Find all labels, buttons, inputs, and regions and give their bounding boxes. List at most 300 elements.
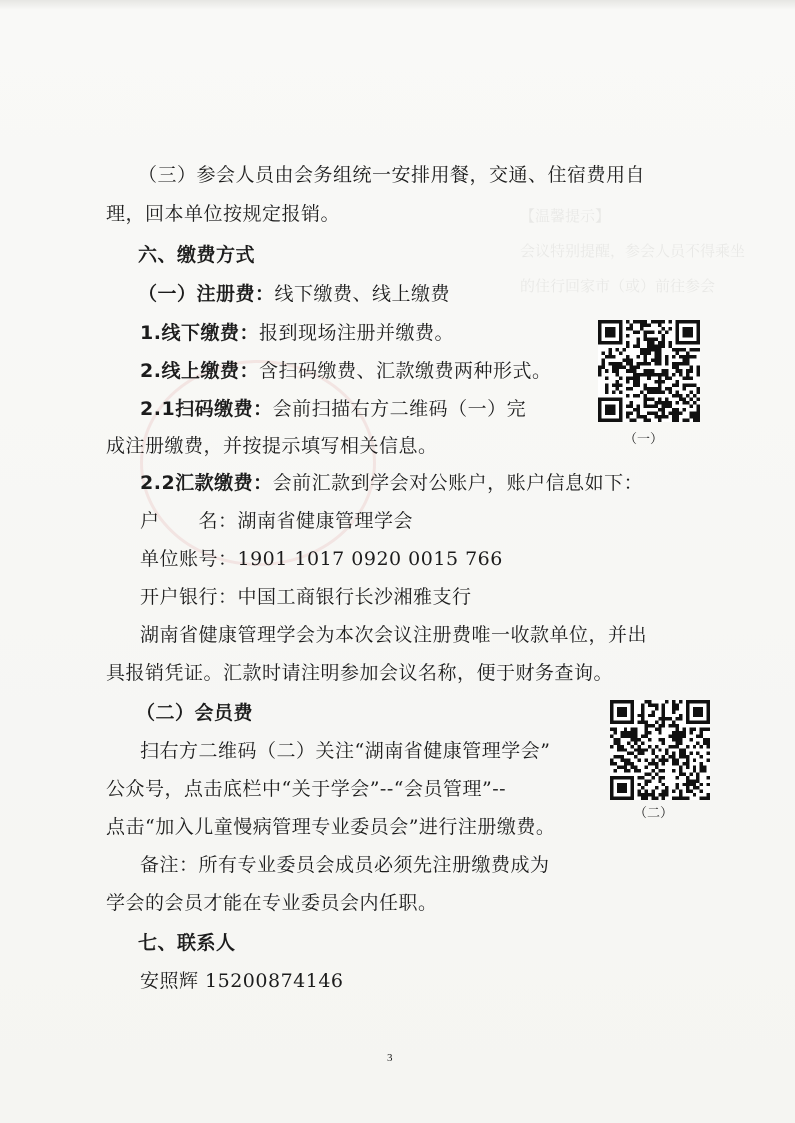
qr-module (686, 786, 689, 789)
qr-module (641, 734, 644, 737)
qr-module (696, 786, 699, 789)
qr-module (633, 394, 637, 398)
qr-module (630, 359, 634, 363)
qr-module (630, 404, 634, 408)
qr-module (700, 734, 703, 737)
qr-module (689, 366, 693, 370)
qr-module (648, 762, 651, 765)
qr-module (655, 772, 658, 775)
qr-module (679, 793, 682, 796)
qr-module (658, 769, 661, 772)
qr-module (669, 717, 672, 720)
qr-module (624, 731, 627, 734)
qr-module (644, 783, 647, 786)
qr-module (637, 404, 641, 408)
qr-module (696, 741, 699, 744)
qr-module (613, 738, 616, 741)
qr-module (707, 783, 710, 786)
qr-module (682, 728, 685, 731)
qr-module (616, 380, 620, 384)
qr-module (662, 738, 665, 741)
qr-module (686, 797, 689, 800)
qr-module (686, 401, 690, 405)
qr-module (668, 327, 672, 331)
qr-module (696, 772, 699, 775)
qr-module (613, 741, 616, 744)
qr-module (631, 731, 634, 734)
para-line: 扫右方二维码（二）关注“湖南省健康管理学会” (140, 740, 551, 762)
item-label: 2.2汇款缴费： (140, 472, 273, 494)
qr-module (703, 797, 706, 800)
qr-module (609, 355, 613, 359)
qr-module (651, 411, 655, 415)
qr-module (626, 334, 630, 338)
qr-module (609, 362, 613, 366)
qr-module (686, 355, 690, 359)
qr-module (620, 734, 623, 737)
qr-module (648, 700, 651, 703)
qr-module (693, 793, 696, 796)
qr-module (693, 769, 696, 772)
qr-module (637, 341, 641, 345)
qr-module (672, 373, 676, 377)
qr-module (661, 327, 665, 331)
qr-module (647, 369, 651, 373)
qr-module (630, 418, 634, 422)
qr-module (616, 366, 620, 370)
qr-module (676, 762, 679, 765)
qr-module (644, 748, 647, 751)
page-edge-shadow (0, 0, 795, 10)
qr-module (619, 362, 623, 366)
qr-module (696, 366, 700, 370)
qr-module (679, 394, 683, 398)
qr-module (633, 366, 637, 370)
qr-module (676, 734, 679, 737)
qr-module (647, 404, 651, 408)
qr-module (630, 387, 634, 391)
qr-module (675, 411, 679, 415)
qr-module (647, 348, 651, 352)
qr-module (696, 390, 700, 394)
qr-module (637, 415, 641, 419)
qr-module (661, 338, 665, 342)
qr-module (658, 383, 662, 387)
bleed-through-text: 【温馨提示】 (520, 207, 611, 225)
qr-module (648, 738, 651, 741)
qr-module (651, 776, 654, 779)
qr-module (624, 748, 627, 751)
qr-module (682, 418, 686, 422)
qr-module (682, 748, 685, 751)
qr-module (662, 776, 665, 779)
qr-module (617, 738, 620, 741)
qr-module (679, 717, 682, 720)
qr-module (679, 748, 682, 751)
qr-module (637, 380, 641, 384)
qr-module (693, 415, 697, 419)
qr-module (676, 728, 679, 731)
qr-module (631, 738, 634, 741)
qr-module (693, 779, 696, 782)
qr-module (693, 401, 697, 405)
qr-module (679, 373, 683, 377)
qr-module (647, 397, 651, 401)
qr-module (654, 415, 658, 419)
qr-module (651, 724, 654, 727)
qr-module (689, 738, 692, 741)
qr-module (612, 390, 616, 394)
qr-module (641, 707, 644, 710)
qr-module (654, 390, 658, 394)
qr-module (668, 376, 672, 380)
qr-module (672, 355, 676, 359)
qr-module (637, 411, 641, 415)
qr-module (626, 394, 630, 398)
qr-module (707, 745, 710, 748)
qr-module (617, 745, 620, 748)
qr-module (644, 797, 647, 800)
qr-module (647, 411, 651, 415)
qr-module (676, 738, 679, 741)
qr-module (672, 348, 676, 352)
qr-module (655, 745, 658, 748)
qr-module (633, 331, 637, 335)
qr-module (662, 769, 665, 772)
qr-module (662, 710, 665, 713)
qr-module (651, 341, 655, 345)
qr-module (703, 741, 706, 744)
qr-module (689, 731, 692, 734)
qr-module (654, 355, 658, 359)
qr-module (648, 724, 651, 727)
qr-module (651, 759, 654, 762)
qr-module (638, 738, 641, 741)
qr-module (612, 355, 616, 359)
qr-module (619, 352, 623, 356)
qr-module (682, 752, 685, 755)
qr-module (602, 366, 606, 370)
qr-module (644, 415, 648, 419)
qr-module (689, 390, 693, 394)
qr-module (696, 408, 700, 412)
page-number: 3 (387, 1052, 393, 1064)
qr-module (672, 707, 675, 710)
remark-line: 学会的会员才能在专业委员会内任职。 (106, 892, 438, 914)
qr-module (686, 745, 689, 748)
qr-module (609, 352, 613, 356)
qr-module (648, 793, 651, 796)
qr-module (638, 776, 641, 779)
qr-module (703, 769, 706, 772)
qr-module (658, 373, 662, 377)
qr-module (693, 786, 696, 789)
qr-module (693, 728, 696, 731)
item-label: 2.线上缴费： (140, 360, 259, 382)
qr-module (693, 745, 696, 748)
qr-module (686, 376, 690, 380)
qr-module (630, 327, 634, 331)
qr-module (679, 714, 682, 717)
qr-module (627, 734, 630, 737)
qr-module (655, 766, 658, 769)
qr-module (665, 748, 668, 751)
qr-module (637, 331, 641, 335)
qr-module (696, 752, 699, 755)
qr-module (637, 373, 641, 377)
qr-module (679, 348, 683, 352)
qr-module (682, 408, 686, 412)
qr-module (647, 331, 651, 335)
qr-module (655, 703, 658, 706)
qr-module (662, 703, 665, 706)
qr-module (641, 710, 644, 713)
qr-module (675, 380, 679, 384)
qr-module (676, 724, 679, 727)
qr-module (644, 369, 648, 373)
qr-module (598, 366, 602, 370)
item-text: 报到现场注册并缴费。 (258, 322, 454, 344)
qr-module (647, 376, 651, 380)
qr-module (598, 373, 602, 377)
qr-caption-2: （二） (634, 806, 674, 821)
qr-module (602, 359, 606, 363)
qr-module (672, 362, 676, 366)
qr-module (665, 369, 669, 373)
qr-module (647, 390, 651, 394)
qr-module (658, 380, 662, 384)
qr-module (686, 362, 690, 366)
qr-module (672, 755, 675, 758)
qr-module (654, 362, 658, 366)
qr-module (707, 728, 710, 731)
qr-module (689, 772, 692, 775)
qr-module (644, 324, 648, 328)
qr-module (700, 745, 703, 748)
qr-module (616, 369, 620, 373)
qr-module (668, 345, 672, 349)
qr-module (647, 341, 651, 345)
qr-module (641, 752, 644, 755)
qr-module (638, 745, 641, 748)
qr-module (668, 390, 672, 394)
faint-stamp-seal (140, 360, 376, 566)
qr-module (654, 387, 658, 391)
qr-module (626, 380, 630, 384)
qr-module (631, 745, 634, 748)
qr-module (665, 331, 669, 335)
qr-module (661, 415, 665, 419)
qr-module (641, 741, 644, 744)
qr-module (658, 362, 662, 366)
account-name: 户 名：湖南省健康管理学会 (140, 510, 414, 532)
qr-module (682, 734, 685, 737)
qr-module (640, 373, 644, 377)
qr-module (630, 324, 634, 328)
qr-module (637, 376, 641, 380)
qr-module (647, 362, 651, 366)
qr-module (651, 797, 654, 800)
qr-module (654, 348, 658, 352)
qr-module (679, 797, 682, 800)
qr-module (662, 724, 665, 727)
qr-module (627, 762, 630, 765)
qr-module (644, 387, 648, 391)
qr-module (658, 390, 662, 394)
qr-module (686, 762, 689, 765)
qr-module (624, 759, 627, 762)
qr-module (637, 394, 641, 398)
qr-module (605, 383, 609, 387)
qr-module (610, 745, 613, 748)
qr-module (638, 793, 641, 796)
qr-module (641, 721, 644, 724)
qr-module (658, 717, 661, 720)
qr-module (644, 334, 648, 338)
para-line: 公众号，点击底栏中“关于学会”--“会员管理”-- (106, 778, 507, 800)
qr-module (640, 320, 644, 324)
qr-module (655, 707, 658, 710)
qr-module (672, 700, 675, 703)
qr-module (644, 338, 648, 342)
qr-module (661, 404, 665, 408)
qr-module (696, 411, 700, 415)
qr-module (658, 418, 662, 422)
qr-module (686, 383, 690, 387)
qr-module (672, 411, 676, 415)
qr-module (703, 766, 706, 769)
qr-module (620, 755, 623, 758)
qr-module (662, 714, 665, 717)
qr-module (617, 741, 620, 744)
qr-module (662, 707, 665, 710)
qr-module (686, 369, 690, 373)
qr-module (675, 362, 679, 366)
qr-module (631, 766, 634, 769)
qr-module (665, 793, 668, 796)
qr-module (682, 731, 685, 734)
qr-module (696, 415, 700, 419)
qr-module (655, 797, 658, 800)
item-scan-payment (140, 396, 526, 422)
qr-module (676, 776, 679, 779)
qr-module (665, 387, 669, 391)
qr-module (686, 373, 690, 377)
qr-module (641, 748, 644, 751)
qr-module (661, 334, 665, 338)
item-transfer-payment (140, 470, 643, 496)
qr-module (672, 790, 675, 793)
qr-module (689, 383, 693, 387)
qr-module (672, 759, 675, 762)
qr-module (658, 759, 661, 762)
qr-module (703, 728, 706, 731)
qr-module (672, 710, 675, 713)
qr-module (703, 738, 706, 741)
qr-module (644, 373, 648, 377)
qr-module (602, 352, 606, 356)
qr-module (638, 721, 641, 724)
qr-module (676, 759, 679, 762)
qr-module (696, 734, 699, 737)
qr-module (633, 380, 637, 384)
qr-module (679, 734, 682, 737)
qr-module (672, 724, 675, 727)
qr-module (640, 415, 644, 419)
qr-module (616, 373, 620, 377)
qr-module (654, 373, 658, 377)
qr-module (641, 786, 644, 789)
qr-module (672, 721, 675, 724)
qr-module (644, 404, 648, 408)
qr-module (598, 369, 602, 373)
qr-module (651, 345, 655, 349)
qr-module (638, 769, 641, 772)
qr-module (661, 390, 665, 394)
qr-module (700, 728, 703, 731)
qr-module (654, 401, 658, 405)
qr-module (641, 717, 644, 720)
qr-module (626, 327, 630, 331)
item-label: 2.1扫码缴费： (140, 398, 273, 420)
qr-module (672, 731, 675, 734)
qr-module (626, 345, 630, 349)
qr-module (644, 397, 648, 401)
qr-module (672, 752, 675, 755)
item-offline-payment (140, 320, 454, 346)
account-number: 单位账号：1901 1017 0920 0015 766 (140, 548, 503, 570)
qr-module (644, 731, 647, 734)
qr-module (605, 390, 609, 394)
qr-module (658, 341, 662, 345)
qr-module (637, 320, 641, 324)
qr-module (672, 418, 676, 422)
qr-module (651, 790, 654, 793)
qr-module (641, 714, 644, 717)
qr-module (644, 700, 647, 703)
qr-module (613, 769, 616, 772)
qr-module (651, 752, 654, 755)
qr-module (707, 752, 710, 755)
qr-module (672, 408, 676, 412)
qr-module (630, 376, 634, 380)
qr-module (605, 327, 616, 338)
qr-module (617, 755, 620, 758)
qr-module (651, 397, 655, 401)
qr-module (661, 320, 665, 324)
qr-module (689, 404, 693, 408)
qr-module (654, 380, 658, 384)
qr-module (707, 759, 710, 762)
qr-module (658, 355, 662, 359)
account-bank: 开户银行：中国工商银行长沙湘雅支行 (140, 586, 472, 608)
qr-module (658, 324, 662, 328)
qr-module (651, 348, 655, 352)
qr-module (658, 724, 661, 727)
qr-module (672, 415, 676, 419)
qr-module (620, 759, 623, 762)
qr-module (616, 348, 620, 352)
bleed-through-text: 的住行回家市（或）前往参会 (520, 277, 716, 295)
qr-module (662, 759, 665, 762)
qr-module (700, 797, 703, 800)
qr-module (634, 766, 637, 769)
qr-module (633, 376, 637, 380)
qr-module (634, 738, 637, 741)
qr-module (661, 345, 665, 349)
qr-module (686, 352, 690, 356)
qr-module (696, 387, 700, 391)
